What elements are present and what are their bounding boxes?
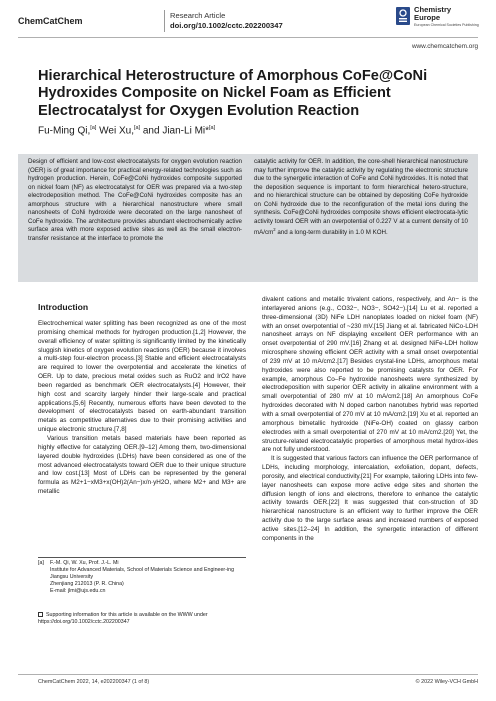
supporting-info-note xyxy=(38,612,246,626)
footer-citation: ChemCatChem 2022, 14, e202200347 (1 of 8) xyxy=(38,679,150,685)
body-right-column xyxy=(262,296,478,544)
abstract-right-text-2: and a long-term durability in 1.0 M KOH. xyxy=(275,229,388,237)
header-rule xyxy=(18,37,478,38)
supporting-info-text[interactable]: Supporting information for this article is available on the WWW under https://doi.org/10.1002/cctc.202200347 xyxy=(38,612,208,626)
journal-website[interactable]: www.chemcatchem.org xyxy=(411,43,478,50)
doi-link[interactable]: doi.org/10.1002/cctc.202200347 xyxy=(170,21,283,30)
footer-rule xyxy=(18,674,478,675)
logo-text-europe: Europe xyxy=(414,13,441,22)
publisher-logo xyxy=(396,6,488,36)
author-3-affil: [a] xyxy=(209,125,216,131)
header-divider xyxy=(164,10,165,32)
logo-text-chemistry: Chemistry xyxy=(414,5,452,14)
author-2-affil: [a] xyxy=(133,125,141,131)
footnote-label: [a] xyxy=(38,560,44,566)
intro-paragraph-1: Electrochemical water splitting has been recognized as one of the most promising chemical methods for hydrogen production.[1,2] However, the overall efficiency of water splitting is significantly limited by the kinetically sluggish kinetics of oxygen evolution reactions (OER) because it involves a multi-step four-electron process.[3] Stable and efficient electrocatalysts are required to lower the overpotential and accelerate the kinetics of OER. Up to date, precious metal oxides such as RuO2 and IrO2 have been regarded as benchmark OER electrocatalysts.[4] However, their high cost and scarcity largely hinder their large-scale and practical applications.[5,6] Recently, numerous efforts have been devoted to the development of electrocatalysts based on earth-abundant transition metals as competitive alternatives due to their promising activities and unique electronic structure.[7,8] xyxy=(38,320,246,434)
chemistry-europe-logo-icon xyxy=(396,7,410,25)
article-type: Research Article xyxy=(170,11,226,20)
footnote-email[interactable]: E-mail: jlmi@ujs.edu.cn xyxy=(50,588,106,595)
footer-copyright: © 2022 Wiley-VCH GmbH xyxy=(415,679,478,685)
journal-name: ChemCatChem xyxy=(18,16,83,26)
body-left-column xyxy=(38,320,246,497)
author-1: Fu-Ming Qi, xyxy=(38,125,91,137)
intro-paragraph-4: It is suggested that various factors can influence the OER performance of LDHs, including morphology, intercalation, exfoliation, dopant, defects, porosity, and electrical conductivity.[21] For example, tailoring LDHs into few-layer nanosheets can expose more active edge sites and shorten the diffusion length of ions and electrons, therefore to enhance the catalytic activity towards OER.[22] It was suggested that con-struction of 3D hierarchical nanostructure is an efficient way to further improve the OER activity due to the large surface areas and increased numbers of exposed active sites.[12–24] In addition, the synergetic interaction of different components in the xyxy=(262,455,478,542)
article-title: Hierarchical Heterostructure of Amorphous CoFe@CoNi Hydroxides Composite on Nickel Foam as Efficient Electrocatalyst for Oxygen Evolution Reaction xyxy=(38,68,428,119)
abstract-unit-sup: 2 xyxy=(273,227,276,233)
footnote-body xyxy=(50,560,246,595)
footnote-rule xyxy=(38,557,246,558)
intro-paragraph-2: Various transition metals based materials have been reported as highly effective for catalyzing OER.[9–12] Among them, two-dimensional layered double hydroxides (LDHs) have been considered as one of the most advanced electrocatalysts toward OER due to their unique structure and low cost.[13] Most of LDHs can be represented by the general formula as M2+1−xM3+x(OH)2(An−)x/n·yH2O, where M2+ and M3+ are metallic xyxy=(38,434,246,496)
author-1-affil: [a] xyxy=(90,125,97,131)
footnote-line: Jiangsu University xyxy=(50,574,93,581)
intro-paragraph-3: divalent cations and metallic trivalent cations, respectively, and An− is the interlayered anions (e.g., CO32−, NO3−, SO42−).[14] Lu et al. reported a three-dimensional (3D) NiFe LDH nanoplates loaded on nickel foam (NF) with an onset overpotential of ~230 mV.[15] Jiang et al. fabricated NiCo-LDH nanosheet arrays on NF displaying excellent OER performance with an onset overpotential of 290 mV.[16] Zhang et al. designed NiFe-LDH hollow microsphere showing efficient OER activity with a small onset overpotential of 239 mV at 10 mA/cm2.[17] Besides crystal-line LDHs, amorphous metal hydroxides were also reported to be promising catalysts for OER. For example, amorphous Co–Fe hydroxide nanosheets were synthesized by electrodeposition with superior OER activity in alkaline environment with a small overpotential of 280 mV at 10 mA/cm2.[18] An amorphous CoFe hydroxides decorated with N doped carbon nanotubes hybrid was reported with a small overpotential of 270 mV at 10 mA/cm2.[19] Xu et al. reported an amorphous bimetallic hydroxide (NiFe-OH) coated on glassy carbon electrodes with a small overpotential of 270 mV at 10 mA/cm2.[20] Yet, the structure-related electrocatalytic properties of amorphous metal hydrox-ides are not fully understood. xyxy=(262,296,478,454)
footnote-line: Zhenjiang 212013 (P. R. China) xyxy=(50,581,124,588)
author-3: and Jian-Li Mi* xyxy=(140,125,210,137)
logo-tagline: European Chemical Societies Publishing xyxy=(414,23,479,27)
author-list xyxy=(38,125,438,136)
footnote-line: F.-M. Qi, W. Xu, Prof. J.-L. Mi xyxy=(50,560,119,566)
page-header xyxy=(0,0,496,38)
abstract-left-column: Design of efficient and low-cost electrocatalysts for oxygen evolution reaction (OER) is of great importance for practical energy-related technologies such as hydrogen production. Herein, CoFe@CoNi hydroxides composite supported on nickel foam (NF) as electrocatalyst for OER was prepared via a two-step electrodeposition method. The CoFe@CoNi hydroxides composite has an amorphous structure with a hierarchical nanostructure where small nanosheets of CoNi hydroxide were decorated on the large nanosheet of CoFe hydroxide. The architecture provides abundant electrochemically active surface area with more exposed active sites as well as the small electron-transfer resistance at the interface to promote the xyxy=(28,158,242,242)
footnote-line: Institute for Advanced Materials, School of Materials Science and Engineer-ing xyxy=(50,567,235,574)
abstract-right-text-1: catalytic activity for OER. In addition, the core-shell hierarchical nanostructure may further improve the catalytic activity by regulating the electronic structure due to the synergetic interaction of CoFe and CoNi hydroxides. It is noted that the deposition sequence is important to form hierarchical hetero-structure, and no hierarchical structure can be obtained by depositing CoFe hydroxide on CoNi hydroxide due to the reconfiguration of the metal ions during the synthesis. CoFe@CoNi hydroxides composite shows efficient electrocata-lytic activity toward OER with an overpotential of 0.227 V at a current density of 10 mA/cm xyxy=(254,158,468,237)
abstract-box xyxy=(18,154,478,282)
supporting-info-icon xyxy=(38,612,43,617)
section-heading-introduction: Introduction xyxy=(38,302,89,312)
author-2: Wei Xu, xyxy=(96,125,134,137)
abstract-right-column xyxy=(254,158,468,238)
